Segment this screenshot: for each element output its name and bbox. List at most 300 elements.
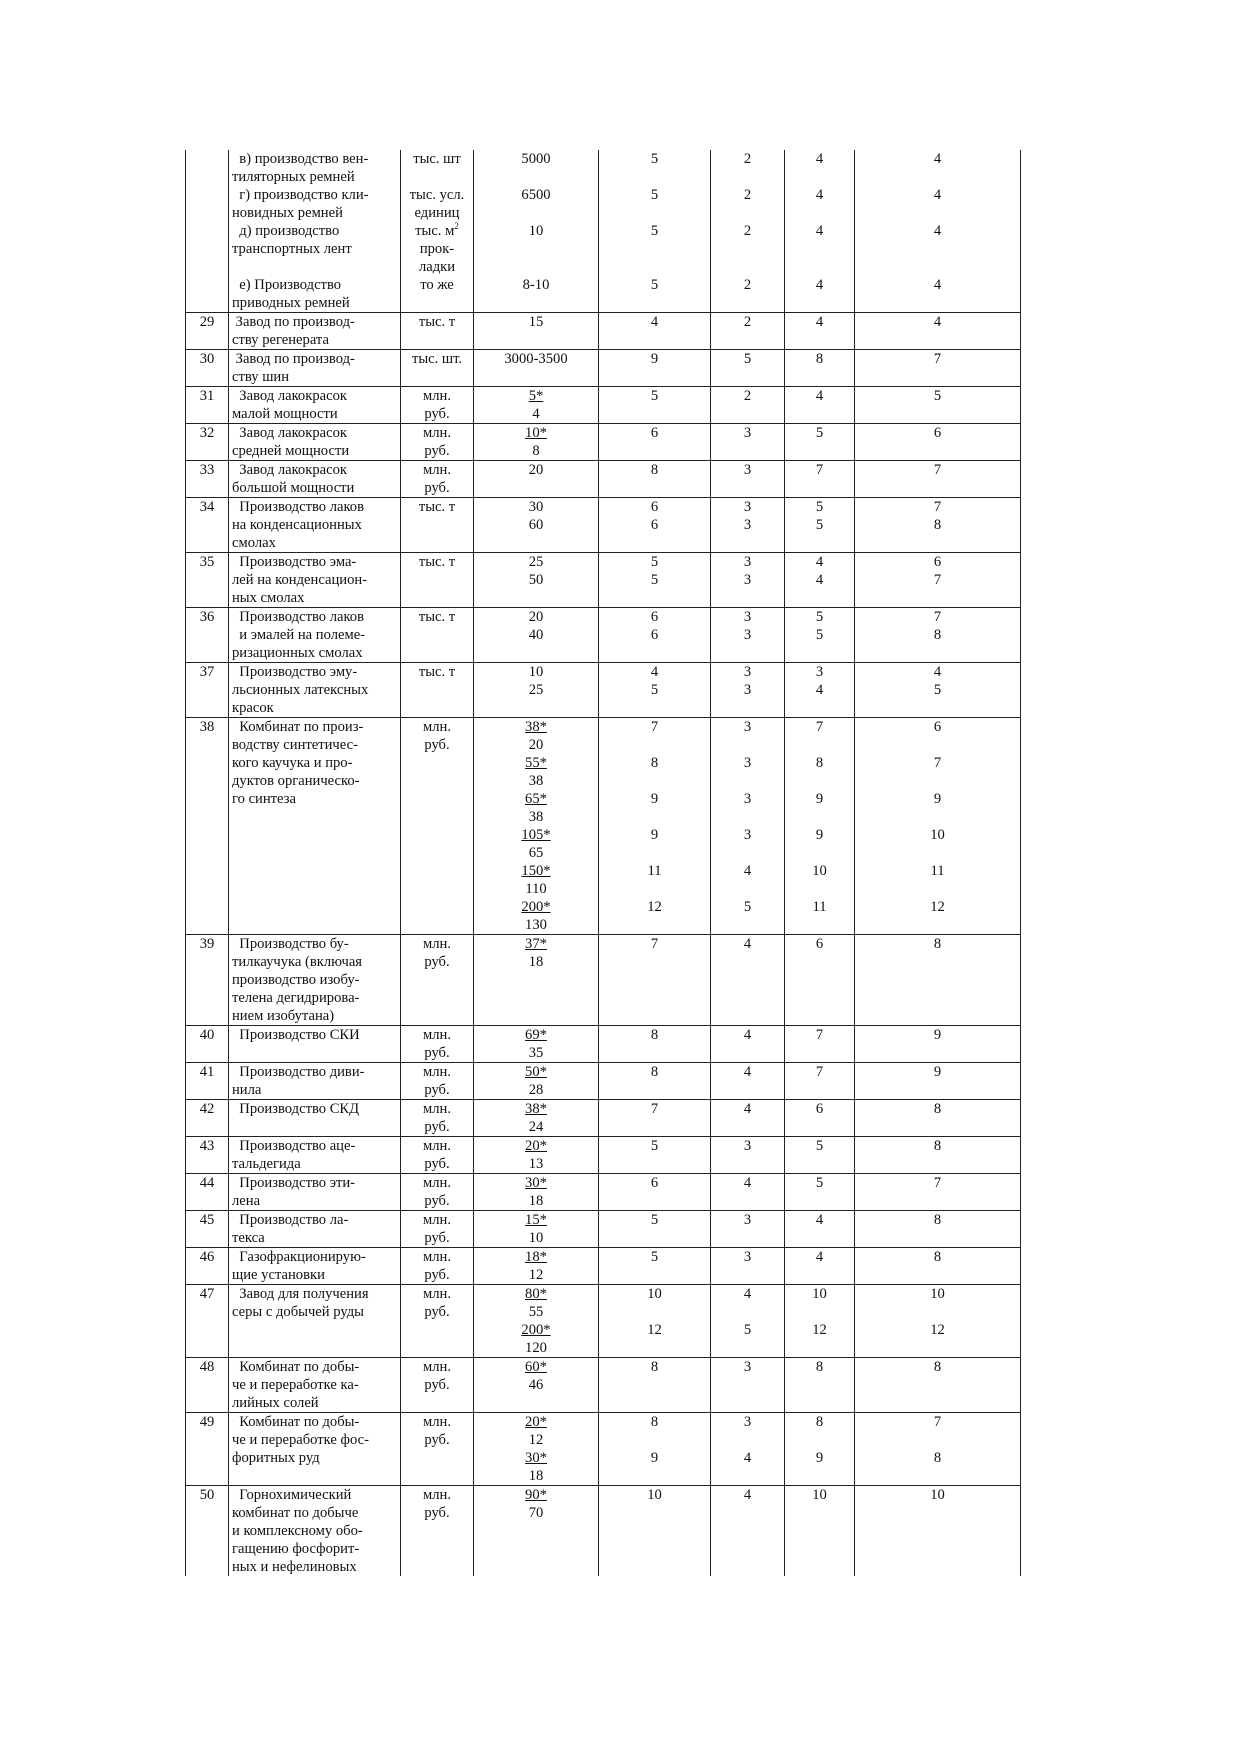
- row-number-cell: [186, 222, 229, 276]
- spacer: [857, 880, 1018, 898]
- value: 5: [933, 682, 942, 698]
- facility-name-line: тиляторных ремней: [232, 169, 355, 185]
- spacer: [857, 1431, 1018, 1449]
- capacity-cell: [474, 424, 599, 461]
- unit-cell: [401, 424, 474, 461]
- capacity-cell: [474, 150, 599, 186]
- value: 6: [650, 1175, 659, 1191]
- facility-name-line: Завод лакокрасок: [232, 425, 347, 441]
- value: 7: [933, 351, 942, 367]
- value-cell-2: [711, 1026, 785, 1063]
- value: 4: [743, 1175, 752, 1191]
- value: 3: [743, 499, 752, 515]
- value: 8: [650, 1027, 659, 1043]
- facility-name-line: Производство лаков: [232, 499, 364, 515]
- value-cell-2: [711, 1486, 785, 1577]
- capacity-value: 20: [528, 609, 544, 625]
- value: 4: [815, 223, 824, 239]
- row-number-cell: [186, 1063, 229, 1100]
- facility-name-line: кого каучука и про-: [232, 755, 353, 771]
- facility-name-cell: [229, 461, 401, 498]
- facility-name-cell: [229, 387, 401, 424]
- value-cell-2: [711, 461, 785, 498]
- facility-name-cell: [229, 313, 401, 350]
- capacity-value: 80*: [525, 1286, 547, 1302]
- facility-name-line: производство изобу-: [232, 972, 360, 988]
- value: 9: [650, 1450, 659, 1466]
- value: 12: [930, 1322, 945, 1338]
- table-body: [186, 150, 1021, 1576]
- facility-name-line: е) Производство: [232, 277, 342, 293]
- capacity-value: 120: [525, 1340, 547, 1356]
- unit-line: руб.: [424, 443, 450, 459]
- value: 3: [743, 1138, 752, 1154]
- value: 4: [933, 187, 942, 203]
- facility-name-line: гащению фосфорит-: [232, 1541, 360, 1557]
- value-cell-3: [785, 1486, 855, 1577]
- facility-name-line: и эмалей на полеме-: [232, 627, 366, 643]
- spacer: [857, 1303, 1018, 1321]
- capacity-cell: [474, 663, 599, 718]
- facility-name-line: Производство лаков: [232, 609, 364, 625]
- value-cell-4: [855, 276, 1021, 313]
- value: 7: [815, 719, 824, 735]
- capacity-value: 24: [528, 1119, 544, 1135]
- value: 5: [650, 572, 659, 588]
- value-cell-1: [599, 387, 711, 424]
- value: 5: [650, 223, 659, 239]
- table-row: [186, 222, 1021, 276]
- capacity-value: 30*: [525, 1450, 547, 1466]
- facility-name-line: в) производство вен-: [232, 151, 369, 167]
- value: 4: [815, 554, 824, 570]
- facility-name-line: Горнохимический: [232, 1487, 352, 1503]
- value: 7: [815, 462, 824, 478]
- facility-name-line: нила: [232, 1082, 262, 1098]
- value-cell-3: [785, 1174, 855, 1211]
- value-cell-1: [599, 1248, 711, 1285]
- facility-name-line: Завод лакокрасок: [232, 462, 347, 478]
- value-cell-1: [599, 1137, 711, 1174]
- facility-name-line: текса: [232, 1230, 265, 1246]
- unit-cell: [401, 1137, 474, 1174]
- value: 4: [743, 1101, 752, 1117]
- capacity-value: 13: [528, 1156, 544, 1172]
- facility-name-line: Производство СКИ: [232, 1027, 360, 1043]
- value: 11: [647, 863, 662, 879]
- value: 3: [743, 1249, 752, 1265]
- unit-cell: [401, 1211, 474, 1248]
- table-row: [186, 1486, 1021, 1577]
- facility-name-line: новидных ремней: [232, 205, 343, 221]
- value-cell-3: [785, 935, 855, 1026]
- unit-cell: [401, 608, 474, 663]
- unit-cell: [401, 1063, 474, 1100]
- spacer: [857, 808, 1018, 826]
- value: 2: [743, 187, 752, 203]
- value: 5: [650, 554, 659, 570]
- facility-name-line: малой мощности: [232, 406, 338, 422]
- capacity-value: 37*: [525, 936, 547, 952]
- value: 3: [743, 1359, 752, 1375]
- value-cell-1: [599, 935, 711, 1026]
- value-cell-1: [599, 461, 711, 498]
- facility-name-line: большой мощности: [232, 480, 355, 496]
- value: 9: [650, 351, 659, 367]
- row-number: 48: [199, 1359, 215, 1375]
- value: 4: [743, 936, 752, 952]
- value: 4: [933, 223, 942, 239]
- unit-line: тыс. $м^2$: [415, 222, 459, 239]
- facility-name-line: Завод по производ-: [232, 351, 355, 367]
- unit-line: млн.: [423, 1359, 451, 1375]
- row-number-cell: [186, 498, 229, 553]
- facility-name-line: серы с добычей руды: [232, 1304, 364, 1320]
- value-cell-4: [855, 387, 1021, 424]
- row-number: [188, 222, 226, 240]
- capacity-value: 12: [528, 1267, 544, 1283]
- capacity-value: 38: [528, 773, 544, 789]
- unit-line: тыс. т: [418, 554, 456, 570]
- spacer: [713, 880, 782, 898]
- capacity-value: 12: [528, 1432, 544, 1448]
- value: 8: [650, 1414, 659, 1430]
- value-cell-2: [711, 1174, 785, 1211]
- facility-name-line: го синтеза: [232, 791, 296, 807]
- capacity-value: 30: [528, 499, 544, 515]
- facility-name-line: красок: [232, 700, 274, 716]
- value-cell-4: [855, 608, 1021, 663]
- facility-name-line: приводных ремней: [232, 295, 350, 311]
- facility-name-cell: [229, 1285, 401, 1358]
- row-number: 35: [199, 554, 215, 570]
- value: 8: [933, 627, 942, 643]
- capacity-value: 50*: [525, 1064, 547, 1080]
- capacity-value: 25: [528, 682, 544, 698]
- capacity-value: 30*: [525, 1175, 547, 1191]
- value: 2: [743, 388, 752, 404]
- unit-cell: [401, 1026, 474, 1063]
- value: 12: [812, 1322, 827, 1338]
- spacer: [713, 736, 782, 754]
- value: 5: [650, 1138, 659, 1154]
- facility-name-line: г) производство кли-: [232, 187, 369, 203]
- value-cell-4: [855, 553, 1021, 608]
- unit-cell: [401, 1486, 474, 1577]
- value: 2: [743, 314, 752, 330]
- value-cell-2: [711, 186, 785, 222]
- value: 5: [650, 388, 659, 404]
- facility-name-line: Производство эти-: [232, 1175, 355, 1191]
- value-cell-2: [711, 1063, 785, 1100]
- value: 8: [933, 1101, 942, 1117]
- value: 6: [650, 499, 659, 515]
- facility-name-line: Завод для получения: [232, 1286, 369, 1302]
- capacity-value: 10*: [525, 425, 547, 441]
- value: 6: [815, 936, 824, 952]
- value-cell-2: [711, 718, 785, 935]
- unit-line: млн.: [423, 1286, 451, 1302]
- unit-line: млн.: [423, 1212, 451, 1228]
- row-number: 30: [199, 351, 215, 367]
- value: 4: [815, 1212, 824, 1228]
- value-cell-1: [599, 150, 711, 186]
- value: 5: [650, 1249, 659, 1265]
- row-number: 31: [199, 388, 215, 404]
- value-cell-1: [599, 1413, 711, 1486]
- unit-cell: [401, 387, 474, 424]
- capacity-cell: [474, 313, 599, 350]
- facility-name-line: Комбинат по добы-: [232, 1414, 360, 1430]
- capacity-value: 15: [528, 314, 544, 330]
- facility-name-cell: [229, 276, 401, 313]
- capacity-cell: [474, 935, 599, 1026]
- row-number: 50: [199, 1487, 215, 1503]
- table-row: [186, 1100, 1021, 1137]
- capacity-value: 35: [528, 1045, 544, 1061]
- row-number-cell: [186, 718, 229, 935]
- value: 10: [930, 1487, 945, 1503]
- value-cell-4: [855, 1248, 1021, 1285]
- value: 11: [930, 863, 945, 879]
- value: 8: [650, 1359, 659, 1375]
- capacity-value: 20: [528, 462, 544, 478]
- unit-line: млн.: [423, 1101, 451, 1117]
- unit-line: тыс. шт: [413, 151, 461, 167]
- value: 2: [743, 277, 752, 293]
- unit-cell: [401, 222, 474, 276]
- value: 8: [933, 1212, 942, 1228]
- value: 4: [933, 314, 942, 330]
- capacity-cell: [474, 1486, 599, 1577]
- value: 7: [933, 462, 942, 478]
- value: 3: [743, 462, 752, 478]
- table-row: [186, 1285, 1021, 1358]
- unit-line: ладки: [418, 259, 456, 275]
- value-cell-3: [785, 1063, 855, 1100]
- value: 4: [815, 277, 824, 293]
- value-cell-1: [599, 186, 711, 222]
- table-row: [186, 553, 1021, 608]
- value-cell-4: [855, 1063, 1021, 1100]
- unit-line: тыс. шт.: [411, 351, 463, 367]
- unit-line: единиц: [414, 205, 460, 221]
- capacity-value: 15*: [525, 1212, 547, 1228]
- value-cell-4: [855, 186, 1021, 222]
- capacity-value: 38*: [525, 719, 547, 735]
- value-cell-4: [855, 222, 1021, 276]
- row-number-cell: [186, 276, 229, 313]
- capacity-cell: [474, 387, 599, 424]
- value: 4: [815, 572, 824, 588]
- facility-name-line: д) производство: [232, 223, 340, 239]
- row-number: [188, 276, 226, 294]
- capacity-value: 18: [528, 1193, 544, 1209]
- facility-name-line: Завод лакокрасок: [232, 388, 347, 404]
- value-cell-4: [855, 1211, 1021, 1248]
- facility-name-line: Производство эму-: [232, 664, 358, 680]
- row-number: 49: [199, 1414, 215, 1430]
- unit-cell: [401, 150, 474, 186]
- facility-name-line: лена: [232, 1193, 261, 1209]
- unit-line: руб.: [424, 1156, 450, 1172]
- value-cell-4: [855, 1486, 1021, 1577]
- value: 10: [812, 1286, 827, 1302]
- unit-cell: [401, 1285, 474, 1358]
- value: 7: [933, 1175, 942, 1191]
- facility-name-line: и комплексному обо-: [232, 1523, 363, 1539]
- spacer: [787, 844, 852, 862]
- row-number: 43: [199, 1138, 215, 1154]
- row-number-cell: [186, 1248, 229, 1285]
- value-cell-4: [855, 150, 1021, 186]
- value-cell-1: [599, 313, 711, 350]
- value-cell-3: [785, 186, 855, 222]
- row-number: 29: [199, 314, 215, 330]
- value: 7: [933, 609, 942, 625]
- value: 8: [933, 517, 942, 533]
- value: 7: [933, 572, 942, 588]
- row-number-cell: [186, 424, 229, 461]
- facility-name-line: Производство бу-: [232, 936, 349, 952]
- unit-line: руб.: [424, 1267, 450, 1283]
- facility-name-line: нием изобутана): [232, 1008, 335, 1024]
- value-cell-4: [855, 1137, 1021, 1174]
- unit-line: млн.: [423, 719, 451, 735]
- table-row: [186, 150, 1021, 186]
- capacity-cell: [474, 1063, 599, 1100]
- spacer: [857, 844, 1018, 862]
- row-number-cell: [186, 313, 229, 350]
- value: 5: [650, 277, 659, 293]
- value-cell-4: [855, 1026, 1021, 1063]
- value: 4: [933, 664, 942, 680]
- value-cell-1: [599, 276, 711, 313]
- value-cell-3: [785, 498, 855, 553]
- value: 5: [815, 627, 824, 643]
- capacity-value: 20*: [525, 1138, 547, 1154]
- value: 7: [815, 1027, 824, 1043]
- facility-name-line: ных смолах: [232, 590, 305, 606]
- value-cell-3: [785, 313, 855, 350]
- value: 5: [743, 351, 752, 367]
- capacity-cell: [474, 461, 599, 498]
- value: 10: [930, 827, 945, 843]
- value: 2: [743, 223, 752, 239]
- unit-cell: [401, 186, 474, 222]
- spacer: [713, 844, 782, 862]
- value: 9: [933, 1064, 942, 1080]
- capacity-cell: [474, 1285, 599, 1358]
- value: 6: [650, 425, 659, 441]
- value-cell-1: [599, 1486, 711, 1577]
- value: 4: [650, 314, 659, 330]
- unit-line: руб.: [424, 1193, 450, 1209]
- value-cell-2: [711, 608, 785, 663]
- facility-name-line: транспортных лент: [232, 241, 352, 257]
- value: 8: [650, 1064, 659, 1080]
- spacer: [601, 772, 708, 790]
- unit-line: руб.: [424, 737, 450, 753]
- value: 5: [815, 499, 824, 515]
- row-number-cell: [186, 387, 229, 424]
- facility-name-cell: [229, 1248, 401, 1285]
- value: 4: [743, 863, 752, 879]
- facility-name-cell: [229, 498, 401, 553]
- value-cell-1: [599, 1211, 711, 1248]
- unit-line: млн.: [423, 1414, 451, 1430]
- capacity-value: 3000-3500: [504, 351, 568, 367]
- capacity-value: 25: [528, 554, 544, 570]
- capacity-value: 65: [528, 845, 544, 861]
- value: 5: [743, 899, 752, 915]
- spacer: [601, 880, 708, 898]
- value: 4: [815, 187, 824, 203]
- value: 5: [650, 682, 659, 698]
- capacity-value: 8-10: [522, 277, 550, 293]
- capacity-value: 60: [528, 517, 544, 533]
- value: 4: [743, 1487, 752, 1503]
- row-number: 32: [199, 425, 215, 441]
- value: 4: [743, 1027, 752, 1043]
- capacity-cell: [474, 1211, 599, 1248]
- facility-name-line: Производство диви-: [232, 1064, 365, 1080]
- value: 5: [815, 517, 824, 533]
- value-cell-3: [785, 608, 855, 663]
- unit-line: тыс. усл.: [409, 187, 465, 203]
- value: 9: [815, 827, 824, 843]
- value-cell-2: [711, 1248, 785, 1285]
- value: 3: [743, 1414, 752, 1430]
- facility-name-cell: [229, 718, 401, 935]
- value-cell-4: [855, 461, 1021, 498]
- facility-name-line: на конденсационных: [232, 517, 362, 533]
- spacer: [601, 808, 708, 826]
- value: 12: [647, 899, 662, 915]
- row-number-cell: [186, 1100, 229, 1137]
- value: 10: [647, 1286, 662, 1302]
- unit-cell: [401, 718, 474, 935]
- value-cell-4: [855, 313, 1021, 350]
- value: 8: [650, 462, 659, 478]
- capacity-value: 38*: [525, 1101, 547, 1117]
- capacity-value: 55: [528, 1304, 544, 1320]
- table-row: [186, 1413, 1021, 1486]
- capacity-value: 105*: [521, 827, 551, 843]
- facility-name-cell: [229, 424, 401, 461]
- table-row: [186, 461, 1021, 498]
- value: 8: [933, 1249, 942, 1265]
- capacity-value: 20*: [525, 1414, 547, 1430]
- unit-cell: [401, 498, 474, 553]
- unit-line: тыс. т: [418, 664, 456, 680]
- capacity-cell: [474, 718, 599, 935]
- value-cell-1: [599, 663, 711, 718]
- value: 4: [743, 1286, 752, 1302]
- facility-name-line: телена дегидрирова-: [232, 990, 360, 1006]
- capacity-cell: [474, 222, 599, 276]
- value-cell-1: [599, 424, 711, 461]
- value-cell-2: [711, 1413, 785, 1486]
- value: 8: [815, 1359, 824, 1375]
- capacity-value: 50: [528, 572, 544, 588]
- unit-cell: [401, 663, 474, 718]
- facility-name-line: средней мощности: [232, 443, 350, 459]
- capacity-cell: [474, 186, 599, 222]
- value-cell-2: [711, 1285, 785, 1358]
- capacity-cell: [474, 553, 599, 608]
- value: 6: [933, 554, 942, 570]
